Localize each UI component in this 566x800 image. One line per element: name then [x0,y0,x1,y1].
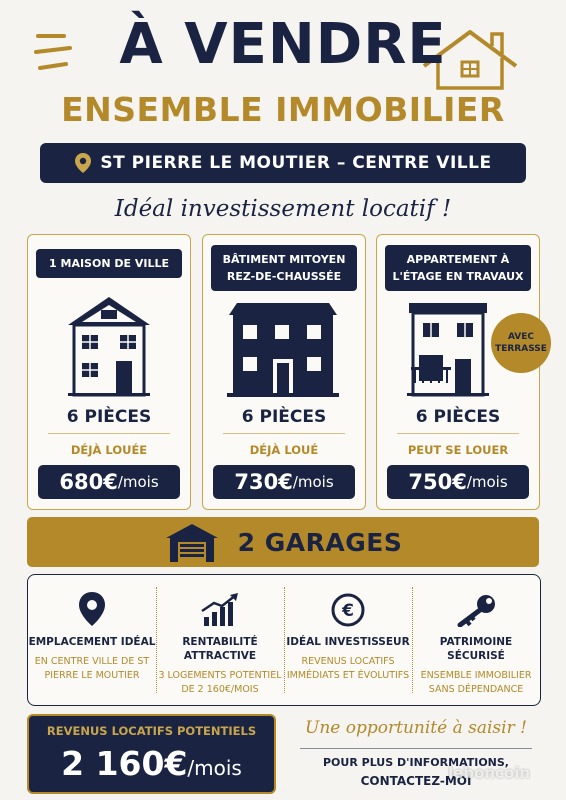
revenue-unit: /mois [187,756,242,780]
page-subtitle: ENSEMBLE IMMOBILIER [61,90,505,129]
feature-profitability [156,575,284,705]
divider [223,433,345,434]
feature-location [28,575,156,705]
card-price [38,465,180,499]
apartment-icon [403,301,493,397]
euro-coin-icon [331,593,365,627]
card-maison-de-ville [27,234,191,510]
contact-line-1: POUR PLUS D'INFORMATIONS, [322,756,509,769]
features-panel [27,574,541,706]
card-rooms: 6 PIÈCES [66,407,152,427]
badge-line-2: TERRASSE [495,344,547,354]
terrace-badge [491,313,551,373]
revenue-value [29,744,274,783]
price-unit: /mois [466,473,508,491]
feature-title: RENTABILITÉ ATTRACTIVE [182,636,258,662]
feature-desc: REVENUS LOCATIFS IMMÉDIATS ET ÉVOLUTIFS [286,656,410,681]
feature-investor [284,575,412,705]
location-pin-icon [74,152,92,174]
opportunity-text: Une opportunité à saisir ! [305,718,527,738]
house-icon [64,293,154,397]
key-icon [454,593,498,627]
price-value: 750€ [408,470,467,494]
price-unit: /mois [292,473,334,491]
page-title: À VENDRE [119,12,447,77]
feature-desc: 3 LOGEMENTS POTENTIEL DE 2 160€/MOIS [158,670,282,695]
svg-text:€: € [342,601,354,621]
feature-title: PATRIMOINE SÉCURISÉ [439,636,513,662]
location-pin-icon [78,591,106,627]
divider [300,748,532,749]
card-rooms: 6 PIÈCES [241,407,327,427]
contact-line-2: CONTACTEZ-MOI [360,774,472,788]
feature-title: EMPLACEMENT IDÉAL [28,636,156,648]
card-heading: APPARTEMENT À L'ÉTAGE EN TRAVAUX [385,245,531,291]
location-banner [40,143,526,183]
revenue-amount: 2 160€ [61,744,188,783]
card-price [387,465,529,499]
location-text: ST PIERRE LE MOUTIER – CENTRE VILLE [100,153,492,173]
card-heading: 1 MAISON DE VILLE [36,249,182,278]
garages-text: 2 GARAGES [237,527,403,557]
price-unit: /mois [117,473,159,491]
card-heading: BÂTIMENT MITOYEN REZ-DE-CHAUSSÉE [211,245,357,291]
card-price [213,465,355,499]
feature-title: IDÉAL INVESTISSEUR [286,636,410,648]
garage-icon [164,522,220,562]
card-rooms: 6 PIÈCES [415,407,501,427]
feature-desc: ENSEMBLE IMMOBILIER SANS DÉPENDANCE [420,670,532,695]
divider [397,433,519,434]
building-icon [227,301,339,397]
garages-banner [27,517,539,567]
divider [48,433,170,434]
card-status: DÉJÀ LOUÉE [70,443,148,457]
feature-desc: EN CENTRE VILLE DE ST PIERRE LE MOUTIER [34,656,150,681]
card-appartement-etage [376,234,547,510]
revenue-box [27,714,276,794]
card-status: PEUT SE LOUER [407,443,509,457]
card-status: DÉJÀ LOUÉ [249,443,319,457]
price-value: 680€ [59,470,118,494]
price-value: 730€ [234,470,293,494]
feature-patrimony [412,575,540,705]
rising-chart-icon [200,593,240,627]
revenue-label: REVENUS LOCATIFS POTENTIELS [46,724,257,738]
badge-line-1: AVEC [507,332,535,342]
leboncoin-watermark: leboncoin [448,764,531,782]
card-batiment-mitoyen [202,234,366,510]
tagline: Idéal investissement locatif ! [114,196,452,222]
